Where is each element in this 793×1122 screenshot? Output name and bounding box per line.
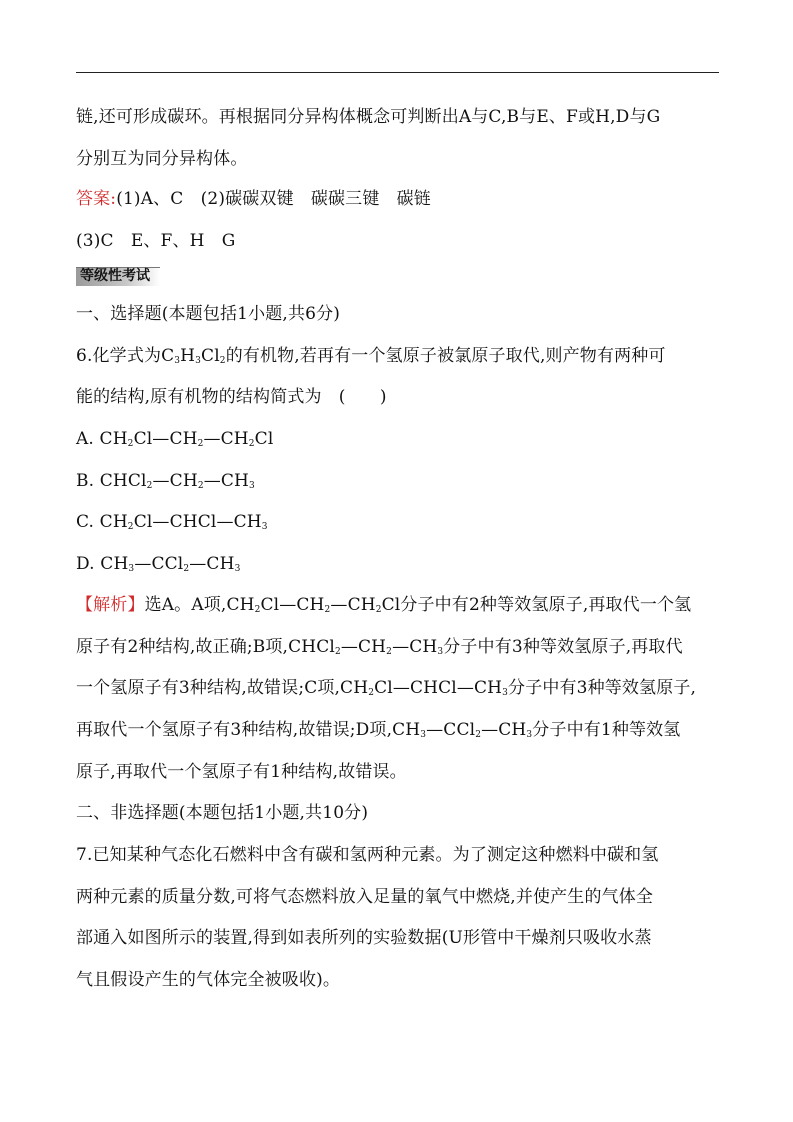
question-6: 6.化学式为$C_3H_3Cl_2$的有机物,若再有一个氢原子被氯原子取代,则产物有两种可 (76, 346, 666, 366)
explanation-line: 【解析】选A。A项$,CH_2Cl—CH_2—CH_2Cl$分子中有2种等效氢原子,再取代一个氢 (76, 595, 692, 615)
answer-line: (3)C E、F、H G (76, 231, 236, 251)
explanation-line: 再取代一个氢原子有3种结构,故错误;D项$,CH_3—CCl_2—CH_3$分子中有1种等效氢 (76, 720, 681, 740)
section-tag (76, 267, 160, 285)
question-6-line2: 能的结构,原有机物的结构简式为 ( ) (76, 387, 387, 407)
option-c: C. $CH_2Cl—CHCl—CH_3$ (76, 512, 268, 532)
explanation-line: 原子,再取代一个氢原子有1种结构,故错误。 (76, 762, 407, 782)
explanation-line: 原子有2种结构,故正确;B项$,CHCl_2—CH_2—CH_3$分子中有3种等效氢原子,再取代 (76, 637, 683, 657)
question-7: 气且假设产生的气体完全被吸收)。 (76, 970, 341, 990)
section-heading: 二、非选择题(本题包括1小题,共10分) (76, 803, 369, 823)
section-heading: 一、选择题(本题包括1小题,共6分) (76, 304, 340, 324)
question-7: 7.已知某种气态化石燃料中含有碳和氢两种元素。为了测定这种燃料中碳和氢 (76, 845, 659, 865)
explanation-line: 一个氢原子有3种结构,故错误;C项$,CH_2Cl—CHCl—CH_3$分子中有3种等效氢原子, (76, 678, 697, 698)
option-d: D. $CH_3—CCl_2—CH_3$ (76, 554, 241, 574)
text-line: 链,还可形成碳环。再根据同分异构体概念可判断出A与C,B与E、F或H,D与G (76, 107, 661, 127)
question-7: 部通入如图所示的装置,得到如表所列的实验数据(U形管中干燥剂只吸收水蒸 (76, 928, 652, 948)
answer-line: 答案:(1)A、C (2)碳碳双键 碳碳三键 碳链 (76, 189, 431, 209)
question-7: 两种元素的质量分数,可将气态燃料放入足量的氧气中燃烧,并使产生的气体全 (76, 887, 654, 907)
header-rule (76, 72, 719, 73)
explanation-label: 【解析】 (76, 595, 145, 615)
text-line: 分别互为同分异构体。 (76, 149, 248, 169)
option-a: A. $CH_2Cl—CH_2—CH_2Cl$ (76, 429, 274, 449)
answer-label: 答案: (76, 189, 117, 209)
section-tag-label: 等级性考试 (80, 268, 150, 284)
option-b: B. $CHCl_2—CH_2—CH_3$ (76, 471, 255, 491)
